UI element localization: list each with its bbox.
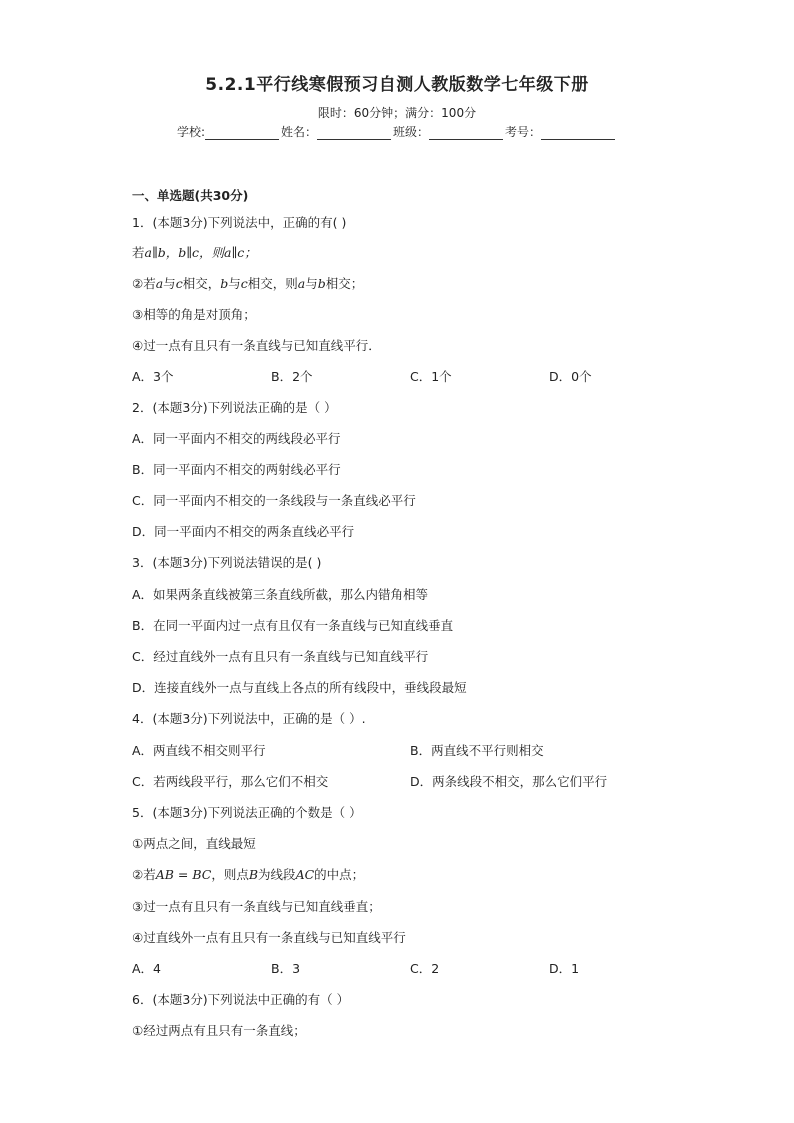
q1-s2-var-c: c xyxy=(175,276,183,291)
q5-s2-math: AC xyxy=(295,867,315,882)
q2-option-d[interactable]: D．同一平面内不相交的两条直线必平行 xyxy=(132,524,355,539)
q1-statement-3: ③相等的角是对顶角； xyxy=(132,307,256,322)
q3-stem: 3．(本题3分)下列说法错误的是( ) xyxy=(132,555,322,570)
q1-stem: 1．(本题3分)下列说法中，正确的有( ) xyxy=(132,215,347,230)
q3-option-b[interactable]: B．在同一平面内过一点有且仅有一条直线与已知直线垂直 xyxy=(132,618,454,633)
q4-option-d[interactable]: D．两条线段不相交，那么它们平行 xyxy=(410,774,608,789)
section-heading: 一、单选题(共30分) xyxy=(132,188,249,203)
q5-stem: 5．(本题3分)下列说法正确的个数是（ ） xyxy=(132,805,362,820)
q5-statement-1: ①两点之间，直线最短 xyxy=(132,836,256,851)
q1-s1-prefix: 若 xyxy=(132,245,145,260)
time-score-info: 限时：60分钟；满分：100分 xyxy=(317,106,477,120)
school-label: 学校: xyxy=(176,125,205,139)
q1-s2-text: 与 xyxy=(305,276,318,291)
q1-s1-math: a∥b，b∥c，则a∥c； xyxy=(144,245,257,260)
q3-option-c[interactable]: C．经过直线外一点有且只有一条直线与已知直线平行 xyxy=(132,649,429,664)
q1-option-a[interactable]: A．3个 xyxy=(132,369,174,384)
q1-s2-var-a: a xyxy=(297,276,306,291)
q5-s2-text: 为线段 xyxy=(258,867,296,882)
q4-option-c[interactable]: C．若两线段平行，那么它们不相交 xyxy=(132,774,329,789)
number-blank[interactable] xyxy=(541,127,615,140)
q1-s2-text: 与 xyxy=(163,276,176,291)
q5-option-c[interactable]: C．2 xyxy=(410,961,440,976)
class-blank[interactable] xyxy=(429,127,503,140)
q1-option-b[interactable]: B．2个 xyxy=(271,369,313,384)
q5-statement-2 xyxy=(132,867,364,883)
q5-s2-math: AB = BC xyxy=(155,867,212,882)
q6-statement-1: ①经过两点有且只有一条直线； xyxy=(132,1023,306,1038)
q1-s2-text: 相交，则 xyxy=(247,276,298,291)
q2-option-a[interactable]: A．同一平面内不相交的两线段必平行 xyxy=(132,431,341,446)
q5-option-d[interactable]: D．1 xyxy=(549,961,580,976)
class-label: 班级： xyxy=(393,125,430,139)
q2-option-b[interactable]: B．同一平面内不相交的两射线必平行 xyxy=(132,462,341,477)
q1-s2-var-b: b xyxy=(220,276,229,291)
name-blank[interactable] xyxy=(317,127,391,140)
q6-stem: 6．(本题3分)下列说法中正确的有（ ） xyxy=(132,992,350,1007)
q1-s2-text: ②若 xyxy=(132,276,156,291)
q3-option-d[interactable]: D．连接直线外一点与直线上各点的所有线段中，垂线段最短 xyxy=(132,680,467,695)
q5-option-b[interactable]: B．3 xyxy=(271,961,301,976)
school-blank[interactable] xyxy=(205,127,279,140)
q1-s2-text: 相交； xyxy=(325,276,364,291)
number-label: 考号： xyxy=(505,125,542,139)
q5-statement-4: ④过直线外一点有且只有一条直线与已知直线平行 xyxy=(132,930,406,945)
q1-statement-4: ④过一点有且只有一条直线与已知直线平行． xyxy=(132,338,381,353)
q4-option-b[interactable]: B．两直线不平行则相交 xyxy=(410,743,544,758)
q5-s2-math: B xyxy=(248,867,259,882)
student-info-line xyxy=(0,123,794,140)
q5-statement-3: ③过一点有且只有一条直线与已知直线垂直； xyxy=(132,899,381,914)
q1-s2-var-a: a xyxy=(155,276,164,291)
q1-s2-text: 相交， xyxy=(182,276,221,291)
q2-option-c[interactable]: C．同一平面内不相交的一条线段与一条直线必平行 xyxy=(132,493,416,508)
q5-s2-text: 的中点； xyxy=(314,867,365,882)
q1-s2-var-c: c xyxy=(240,276,248,291)
q1-s2-text: 与 xyxy=(228,276,241,291)
name-label: 姓名： xyxy=(281,125,318,139)
q1-statement-2 xyxy=(132,276,363,292)
q1-statement-1 xyxy=(132,245,257,261)
q2-stem: 2．(本题3分)下列说法正确的是（ ） xyxy=(132,400,337,415)
q3-option-a[interactable]: A．如果两条直线被第三条直线所截，那么内错角相等 xyxy=(132,587,429,602)
q5-s2-text: ，则点 xyxy=(211,867,249,882)
q1-option-d[interactable]: D．0个 xyxy=(549,369,592,384)
q4-option-a[interactable]: A．两直线不相交则平行 xyxy=(132,743,266,758)
q5-s2-text: ②若 xyxy=(132,867,156,882)
q5-option-a[interactable]: A．4 xyxy=(132,961,162,976)
page-title: 5.2.1平行线寒假预习自测人教版数学七年级下册 xyxy=(205,75,589,95)
q4-stem: 4．(本题3分)下列说法中，正确的是（ ）. xyxy=(132,711,366,726)
q1-option-c[interactable]: C．1个 xyxy=(410,369,452,384)
q1-s2-var-b: b xyxy=(317,276,326,291)
